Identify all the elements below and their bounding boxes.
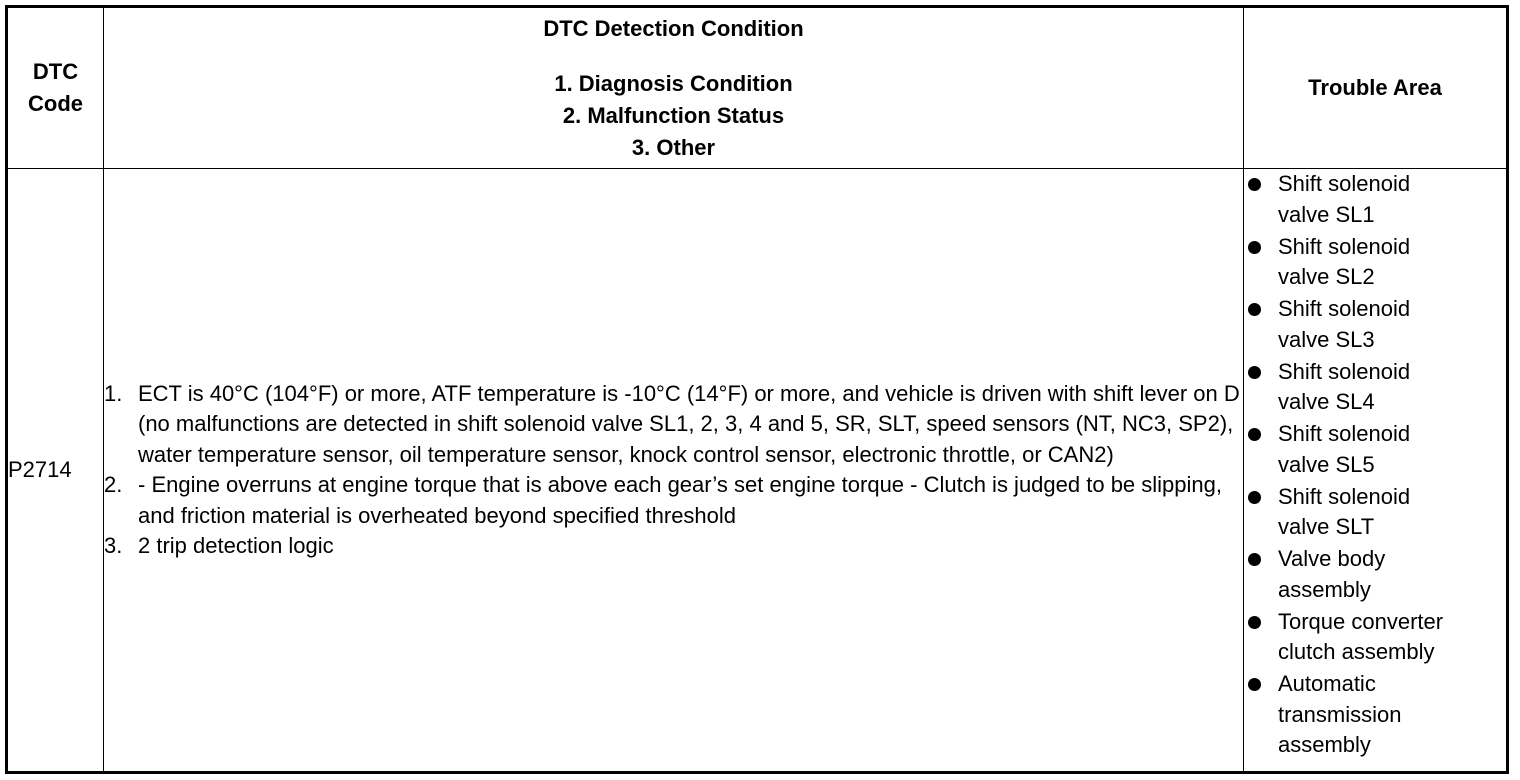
trouble-area-item: [1244, 669, 1506, 761]
trouble-area-line: valve SL5: [1278, 451, 1375, 477]
trouble-area-item: [1244, 419, 1506, 480]
condition-text: - Engine overruns at engine torque that is above each gear’s set engine torque - Clutch is judged to be slipping, and friction material is overheated beyond specified threshold: [138, 472, 1222, 528]
condition-number: 2.: [104, 472, 123, 497]
bullet-icon: [1244, 544, 1278, 605]
trouble-area-line: assembly: [1278, 576, 1371, 602]
header-row: [7, 7, 1508, 169]
dtc-code-cell: P2714: [7, 169, 104, 773]
detection-condition-cell: [104, 169, 1244, 773]
trouble-area-text: [1278, 294, 1506, 355]
bullet-icon: [1244, 669, 1278, 761]
trouble-area-line: Automatic: [1278, 671, 1376, 696]
condition-item: [104, 379, 1243, 471]
bullet-icon: [1244, 607, 1278, 668]
trouble-area-item: [1244, 357, 1506, 418]
trouble-area-text: [1278, 607, 1506, 668]
header-condition-item-2: 2. Malfunction Status: [562, 102, 785, 128]
header-dtc-code-line2: Code: [28, 91, 83, 116]
trouble-area-item: [1244, 232, 1506, 293]
bullet-icon: [1244, 419, 1278, 480]
trouble-area-line: assembly: [1278, 732, 1371, 757]
bullet-icon: [1244, 482, 1278, 543]
condition-item: [104, 531, 1243, 562]
trouble-area-item: [1244, 482, 1506, 543]
trouble-area-text: [1278, 482, 1506, 543]
trouble-area-line: Valve body: [1278, 546, 1386, 571]
trouble-area-line: Shift solenoid: [1278, 421, 1411, 446]
trouble-area-item: [1244, 544, 1506, 605]
condition-number: 3.: [104, 533, 123, 558]
trouble-area-line: Shift solenoid: [1278, 358, 1411, 384]
condition-item: [104, 470, 1243, 531]
trouble-area-line: Shift solenoid: [1278, 171, 1411, 196]
trouble-area-text: [1278, 419, 1506, 480]
trouble-area-text: [1278, 669, 1506, 761]
trouble-area-line: Torque converter: [1278, 608, 1444, 634]
trouble-area-text: [1278, 232, 1506, 293]
trouble-area-line: Shift solenoid: [1278, 483, 1411, 509]
trouble-area-line: Shift solenoid: [1278, 233, 1411, 259]
trouble-area-line: valve SL4: [1278, 389, 1375, 414]
trouble-area-item: [1244, 294, 1506, 355]
header-condition-item-1: 1. Diagnosis Condition: [554, 70, 793, 96]
trouble-area-cell: [1244, 169, 1508, 773]
bullet-icon: [1244, 294, 1278, 355]
dtc-table: [5, 5, 1509, 774]
condition-number: 1.: [104, 380, 123, 406]
trouble-area-line: valve SL2: [1278, 264, 1375, 289]
bullet-icon: [1244, 232, 1278, 293]
trouble-area-line: valve SL3: [1278, 326, 1375, 352]
header-trouble-area: [1244, 7, 1508, 169]
condition-text: ECT is 40°C (104°F) or more, ATF temperature is -10°C (14°F) or more, and vehicle is driven with shift lever on D (no malfunctions are detected in shift solenoid valve SL1, 2, 3, 4 and 5, SR, SLT, speed sensors (NT, NC3, SP2), water temperature sensor, oil temperature sensor, knock control sensor, electronic throttle, or CAN2): [138, 380, 1240, 467]
trouble-area-line: Shift solenoid: [1278, 296, 1411, 321]
trouble-area-list: [1244, 169, 1506, 761]
header-detection-condition-title: DTC Detection Condition: [543, 15, 804, 41]
bullet-icon: [1244, 357, 1278, 418]
header-dtc-code: [7, 7, 104, 169]
trouble-area-line: valve SLT: [1278, 514, 1375, 539]
header-detection-condition: [104, 7, 1244, 169]
condition-text: 2 trip detection logic: [138, 533, 334, 558]
trouble-area-line: transmission: [1278, 701, 1402, 727]
trouble-area-item: [1244, 169, 1506, 230]
trouble-area-text: [1278, 544, 1506, 605]
table-row: [7, 169, 1508, 773]
header-trouble-area-label: Trouble Area: [1308, 75, 1442, 100]
condition-list: [104, 379, 1243, 562]
header-condition-item-3: 3. Other: [631, 134, 716, 160]
trouble-area-text: [1278, 357, 1506, 418]
trouble-area-line: clutch assembly: [1278, 639, 1435, 664]
trouble-area-text: [1278, 169, 1506, 230]
trouble-area-line: valve SL1: [1278, 201, 1375, 227]
header-dtc-code-line1: DTC: [32, 59, 79, 84]
bullet-icon: [1244, 169, 1278, 230]
trouble-area-item: [1244, 607, 1506, 668]
